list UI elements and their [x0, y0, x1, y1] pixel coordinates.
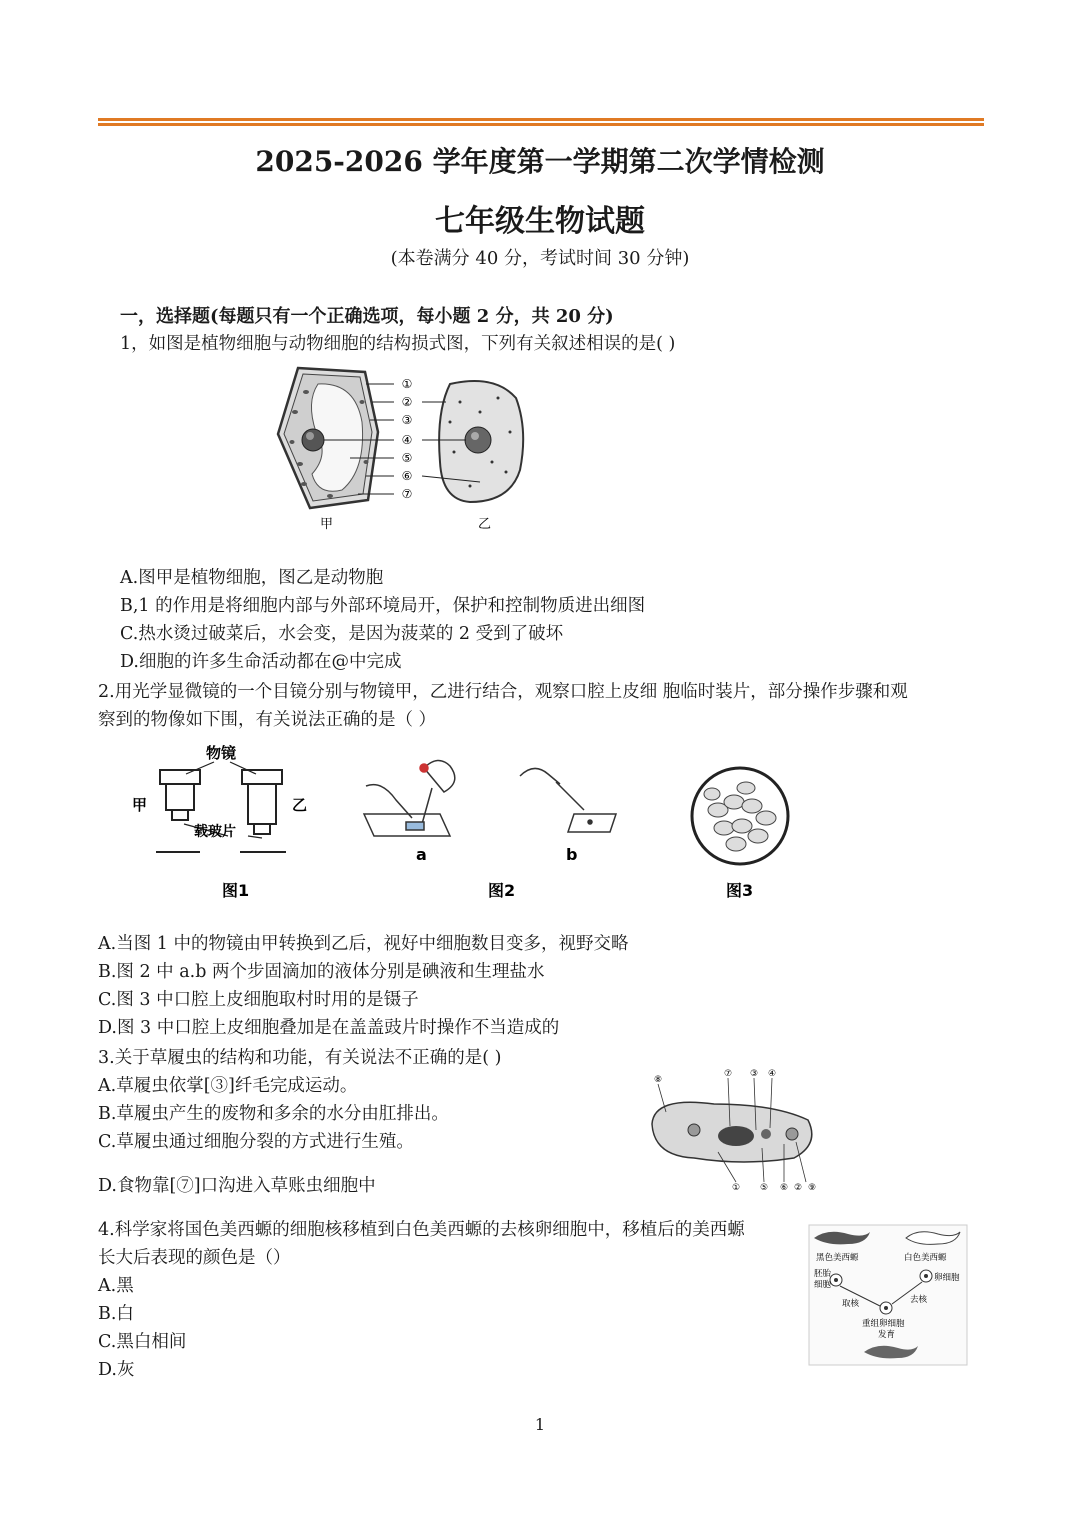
- label-take-nucleus: 取核: [842, 1299, 860, 1309]
- header-rule-top: [98, 118, 984, 121]
- q3-fig-label-3: ③: [749, 1069, 759, 1079]
- q1-option-d: D.细胞的许多生命活动都在@中完成: [120, 652, 402, 672]
- paramecium-diagram: [644, 1064, 824, 1194]
- q3-fig-label-1: ①: [731, 1183, 741, 1193]
- q2-option-c: C.图 3 中口腔上皮细胞取村时用的是镊子: [98, 990, 419, 1010]
- q3-option-b: B.草履虫产生的废物和多余的水分由肛排出。: [98, 1104, 449, 1124]
- label-egg-cell: 卵细胞: [934, 1273, 960, 1283]
- label-jia: 甲: [132, 796, 148, 814]
- q1-label-yi: 乙: [478, 517, 492, 532]
- q3-stem: 3.关于草履虫的结构和功能，有关说法不正确的是( ): [98, 1048, 502, 1068]
- q1-option-c: C.热水烫过破菜后，水会变，是因为菠菜的 2 受到了破坏: [120, 624, 564, 644]
- label-white-axolotl: 白色美西螈: [904, 1253, 947, 1263]
- label-black-axolotl: 黑色美西螈: [816, 1253, 859, 1263]
- section-heading: 一，选择题(每题只有一个正确选项，每小题 2 分，共 20 分): [120, 306, 614, 327]
- q3-option-c: C.草履虫通过细胞分裂的方式进行生殖。: [98, 1132, 414, 1152]
- plant-nucleus: [302, 429, 324, 451]
- page-number: 1: [534, 1415, 546, 1434]
- q1-label-jia: 甲: [320, 517, 334, 532]
- q2-stem-line1: 2.用光学显微镜的一个目镜分别与物镜甲，乙进行结合，观察口腔上皮细 胞临时装片，部分操作步骤和观: [98, 682, 908, 702]
- step-b-illustration: [520, 768, 616, 832]
- q1-label-1: ①: [401, 377, 413, 391]
- fig3-caption: 图3: [726, 881, 754, 900]
- q4-option-b: B.白: [98, 1304, 134, 1324]
- animal-nucleus: [465, 427, 491, 453]
- step-a-illustration: [364, 760, 455, 836]
- q2-option-b: B.图 2 中 a.b 两个步固滴加的液体分别是碘液和生理盐水: [98, 962, 545, 982]
- axolotl-diagram: [808, 1224, 968, 1366]
- q3-fig-label-5: ⑤: [759, 1183, 769, 1193]
- q1-label-3: ③: [401, 413, 413, 427]
- exam-subtitle: 七年级生物试题: [435, 204, 645, 239]
- q3-option-a: A.草履虫依掌[③]纤毛完成运动。: [98, 1076, 358, 1096]
- q1-label-7: ⑦: [401, 487, 413, 501]
- label-develop: 发育: [878, 1330, 896, 1340]
- q1-label-6: ⑥: [401, 469, 413, 483]
- q3-fig-label-4: ④: [767, 1069, 777, 1079]
- label-recombined: 重组卵细胞: [862, 1319, 905, 1329]
- label-slide: 载玻片: [194, 824, 236, 840]
- q3-fig-label-6: ⑥: [779, 1183, 789, 1193]
- q2-stem-line2: 察到的物像如下围，有关说法正确的是（ ）: [98, 710, 437, 730]
- q2-option-d: D.图 3 中口腔上皮细胞叠加是在盖盖豉片时操作不当造成的: [98, 1018, 560, 1038]
- label-embryo-cell-1: 胚胎: [814, 1269, 832, 1279]
- fig2-caption: 图2: [488, 881, 516, 900]
- fig1-caption: 图1: [222, 881, 250, 900]
- q3-fig-label-9: ⑨: [807, 1183, 817, 1193]
- q1-cell-diagram: [270, 362, 540, 538]
- q3-option-d: D.食物靠[⑦]口沟进入草账虫细胞中: [98, 1176, 376, 1196]
- label-remove-nucleus: 去核: [910, 1295, 928, 1305]
- q4-option-a: A.黑: [98, 1276, 134, 1296]
- q3-fig-label-2: ②: [793, 1183, 803, 1193]
- q1-label-2: ②: [401, 395, 413, 409]
- q4-stem-line1: 4.科学家将国色美西螈的细胞核移植到白色美西螈的去核卵细胞中，移植后的美西螈: [98, 1220, 745, 1240]
- objective-jia: [160, 770, 200, 820]
- exam-title: 2025-2026 学年度第一学期第二次学情检测: [255, 145, 825, 178]
- q1-label-4: ④: [401, 433, 413, 447]
- header-rule-bottom: [98, 123, 984, 126]
- q3-fig-label-8: ⑧: [653, 1075, 663, 1085]
- label-objective: 物镜: [206, 744, 237, 762]
- q1-label-5: ⑤: [401, 451, 413, 465]
- q3-fig-label-7: ⑦: [723, 1069, 733, 1079]
- objective-yi: [242, 770, 282, 834]
- q1-stem: 1，如图是植物细胞与动物细胞的结构损式图，下列有关叙述相误的是( ): [120, 334, 676, 354]
- q2-figure: [120, 740, 800, 910]
- q1-option-a: A.图甲是植物细胞，图乙是动物胞: [120, 568, 384, 588]
- label-embryo-cell-2: 细胞: [814, 1280, 832, 1290]
- exam-note: (本卷满分 40 分，考试时间 30 分钟): [390, 248, 690, 269]
- q2-option-a: A.当图 1 中的物镜由甲转换到乙后，视好中细胞数目变多，视野交略: [98, 934, 629, 954]
- label-yi: 乙: [292, 796, 308, 814]
- q4-option-c: C.黑白相间: [98, 1332, 187, 1352]
- q1-option-b: B,1 的作用是将细胞内部与外部环境局开，保护和控制物质进出细图: [120, 596, 646, 616]
- step-a-label: a: [416, 845, 427, 864]
- q4-stem-line2: 长大后表现的颜色是（）: [98, 1248, 291, 1268]
- step-b-label: b: [566, 845, 578, 864]
- q4-option-d: D.灰: [98, 1360, 135, 1380]
